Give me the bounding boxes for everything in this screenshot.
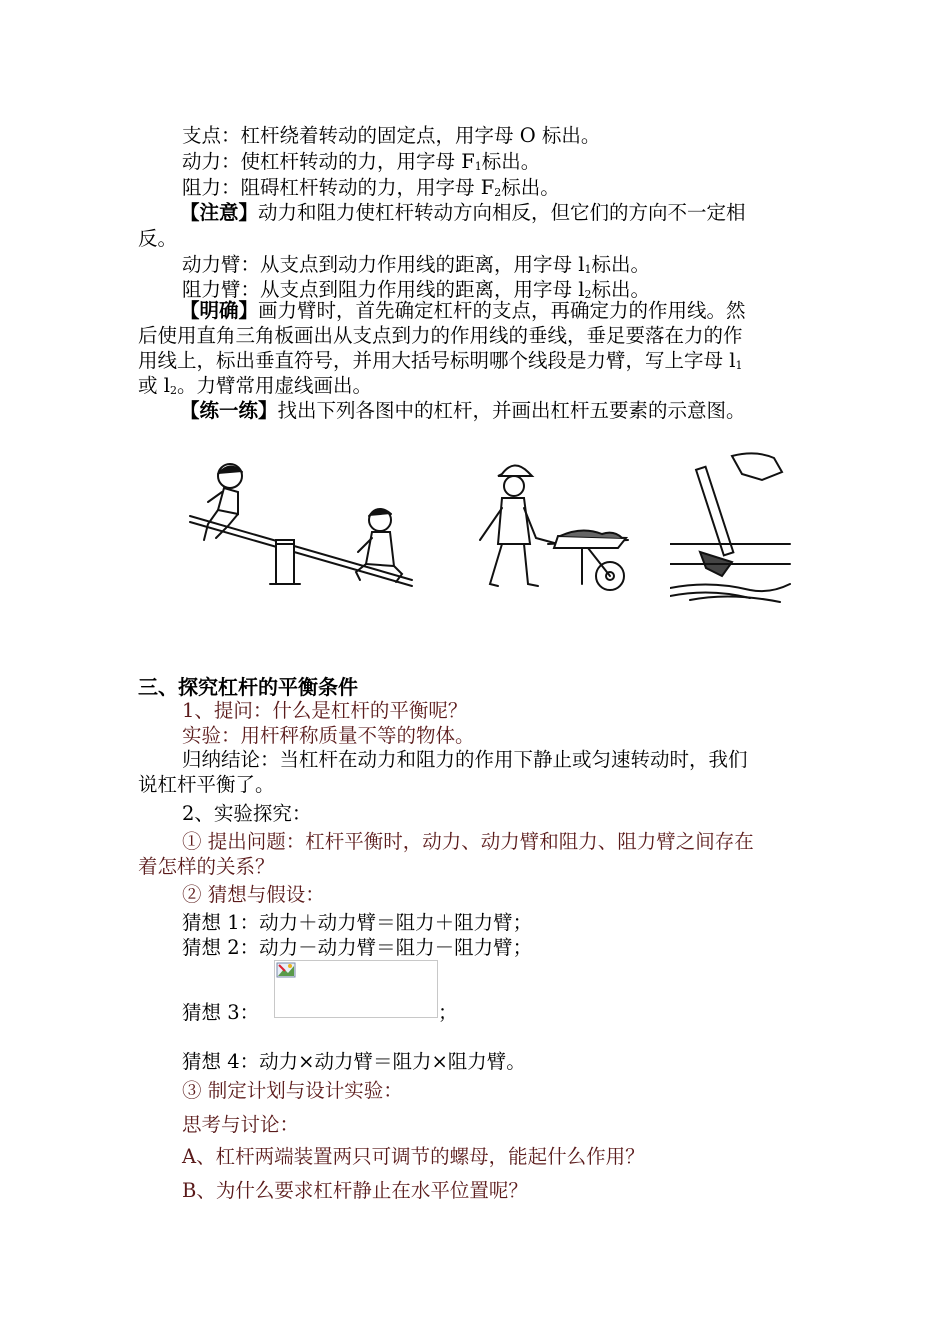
line-practice (180, 398, 746, 424)
clarify-text-2: 后使用直角三角板画出从支点到力的作用线的垂线，垂足要落在力的作 (138, 324, 743, 347)
line-note-2 (138, 226, 177, 252)
line-step1-1 (182, 829, 754, 855)
line-clarify-1 (180, 298, 746, 324)
line-conclusion-2 (138, 772, 275, 798)
line-guess4 (182, 1049, 526, 1075)
line-qb (182, 1178, 528, 1204)
clarify-text-4-pre: 或 l (138, 374, 170, 397)
fulcrum-text: 支点：杠杆绕着转动的固定点，用字母 O 标出。 (182, 124, 601, 147)
guess3-label: 猜想 3： (182, 1001, 260, 1024)
effort-post: 标出。 (481, 150, 541, 173)
line-guess1 (182, 910, 532, 936)
resistance-sub: 2 (494, 186, 502, 199)
lever-figures (180, 452, 800, 612)
clarify-text-4-post: 。力臂常用虚线画出。 (176, 374, 372, 397)
effort-pre: 动力：使杠杆转动的力，用字母 F (182, 150, 475, 173)
qb-text: B、为什么要求杠杆静止在水平位置呢？ (182, 1179, 528, 1202)
step3-text: ③ 制定计划与设计实验： (182, 1079, 403, 1102)
note-tag: 【注意】 (180, 201, 259, 224)
discuss-text: 思考与讨论： (182, 1113, 300, 1136)
clarify-tag: 【明确】 (180, 299, 259, 322)
note-text-2: 反。 (138, 227, 178, 250)
guess2-text: 猜想 2：动力－动力臂＝阻力－阻力臂； (182, 936, 533, 959)
broken-image-placeholder (274, 960, 438, 1018)
conclusion-text-1: 归纳结论：当杠杆在动力和阻力的作用下静止或匀速转动时，我们 (182, 748, 748, 771)
practice-text: 找出下列各图中的杠杆，并画出杠杆五要素的示意图。 (277, 399, 746, 422)
line-q1 (182, 698, 467, 724)
line-step2 (182, 882, 325, 908)
qa-text: A、杠杆两端装置两只可调节的螺母，能起什么作用？ (182, 1145, 645, 1168)
seesaw-figure (180, 452, 420, 612)
line-discuss (182, 1112, 299, 1138)
conclusion-text-2: 说杠杆平衡了。 (138, 773, 275, 796)
effort-arm-post: 标出。 (591, 253, 650, 276)
line-note-1 (180, 200, 746, 226)
experiment-text: 实验：用杆秤称质量不等的物体。 (182, 724, 475, 747)
line-clarify-2 (138, 323, 743, 349)
step1-text-2: 着怎样的关系？ (138, 855, 275, 878)
clarify-text-1: 画力臂时，首先确定杠杆的支点，再确定力的作用线。然 (258, 299, 746, 322)
line-experiment (182, 723, 475, 749)
resistance-arm-pre: 阻力臂：从支点到阻力作用线的距离，用字母 l (182, 278, 585, 301)
wheelbarrow-figure (462, 452, 642, 612)
guess3-end (438, 1000, 458, 1026)
guess4-text: 猜想 4：动力×动力臂＝阻力×阻力臂。 (182, 1050, 526, 1073)
practice-tag: 【练一练】 (180, 399, 278, 422)
q1-text: 1、提问：什么是杠杆的平衡呢？ (182, 699, 468, 722)
clarify-text-3: 用线上，标出垂直符号，并用大括号标明哪个线段是力臂，写上字母 l (138, 349, 736, 372)
resistance-pre: 阻力：阻碍杠杆转动的力，用字母 F (182, 176, 495, 199)
resistance-arm-sub: 2 (584, 288, 592, 301)
resistance-post: 标出。 (501, 176, 560, 199)
guess1-text: 猜想 1：动力＋动力臂＝阻力＋阻力臂； (182, 911, 533, 934)
section3-heading (138, 674, 358, 700)
hammer-figure (670, 452, 800, 612)
q2-text: 2、实验探究： (182, 802, 312, 825)
line-q2 (182, 801, 311, 827)
clarify-sub-3: 1 (735, 359, 743, 372)
guess3-end-text: ； (438, 1001, 458, 1024)
clarify-sub-4: 2 (169, 384, 177, 397)
line-fulcrum (182, 123, 600, 149)
line-qa (182, 1144, 645, 1170)
effort-arm-sub: 1 (584, 263, 592, 276)
line-step1-2 (138, 854, 275, 880)
step2-text: ② 猜想与假设： (182, 883, 325, 906)
step1-text-1: ① 提出问题：杠杆平衡时，动力、动力臂和阻力、阻力臂之间存在 (182, 830, 754, 853)
line-guess3 (182, 1000, 259, 1026)
line-step3 (182, 1078, 403, 1104)
resistance-arm-post: 标出。 (591, 278, 650, 301)
line-conclusion-1 (182, 747, 748, 773)
note-text-1: 动力和阻力使杠杆转动方向相反，但它们的方向不一定相 (258, 201, 746, 224)
line-guess2 (182, 935, 532, 961)
effort-arm-pre: 动力臂：从支点到动力作用线的距离，用字母 l (182, 253, 585, 276)
section3-heading-text: 三、探究杠杆的平衡条件 (138, 675, 358, 699)
effort-sub: 1 (474, 160, 482, 173)
broken-image-icon (276, 962, 296, 978)
